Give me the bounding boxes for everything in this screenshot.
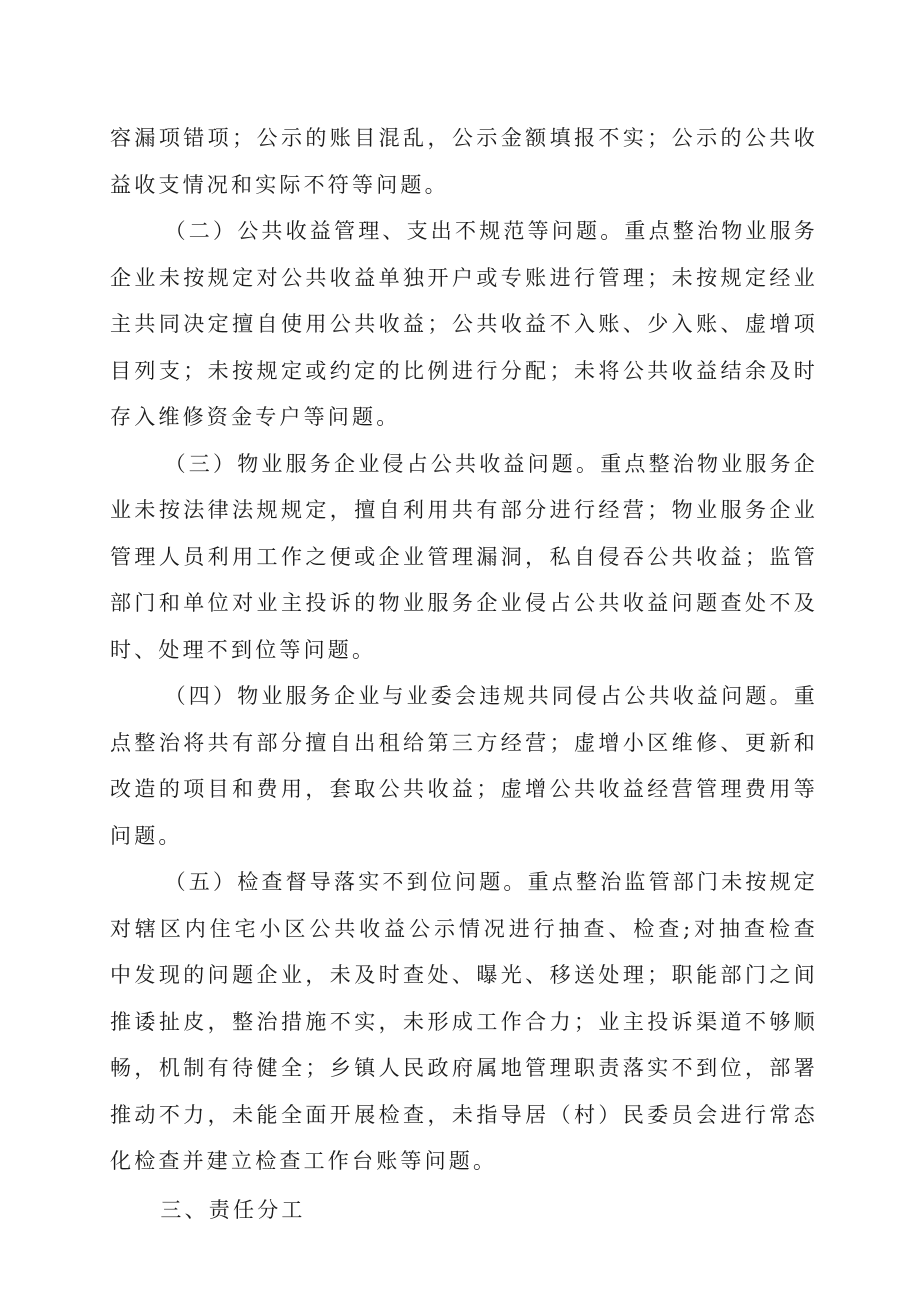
paragraph-item-4: （四）物业服务企业与业委会违规共同侵占公共收益问题。重点整治将共有部分擅自出租给第三方经营；虚增小区维修、更新和改造的项目和费用，套取公共收益；虚增公共收益经营管理费用等问题。 <box>110 684 818 848</box>
paragraph-item-2: （二）公共收益管理、支出不规范等问题。重点整治物业服务企业未按规定对公共收益单独开户或专账进行管理；未按规定经业主共同决定擅自使用公共收益；公共收益不入账、少入账、虚增项目列支；未按规定或约定的比例进行分配；未将公共收益结余及时存入维修资金专户等问题。 <box>110 219 818 429</box>
paragraph-continuation: 容漏项错项；公示的账目混乱，公示金额填报不实；公示的公共收益收支情况和实际不符等问题。 <box>110 126 818 197</box>
paragraph-item-3: （三）物业服务企业侵占公共收益问题。重点整治物业服务企业未按法律法规规定，擅自利用共有部分进行经营；物业服务企业管理人员利用工作之便或企业管理漏洞，私自侵吞公共收益；监管部门和单位对业主投诉的物业服务企业侵占公共收益问题查处不及时、处理不到位等问题。 <box>110 451 818 662</box>
paragraph-item-5: （五）检查督导落实不到位问题。重点整治监管部门未按规定对辖区内住宅小区公共收益公示情况进行抽查、检查;对抽查检查中发现的问题企业，未及时查处、曝光、移送处理；职能部门之间推诿扯皮，整治措施不实，未形成工作合力；业主投诉渠道不够顺畅，机制有待健全；乡镇人民政府属地管理职责落实不到位，部署推动不力，未能全面开展检查，未指导居（村）民委员会进行常态化检查并建立检查工作台账等问题。 <box>110 870 818 1173</box>
document-body <box>110 115 818 1233</box>
section-heading: 三、责任分工 <box>160 1197 306 1222</box>
